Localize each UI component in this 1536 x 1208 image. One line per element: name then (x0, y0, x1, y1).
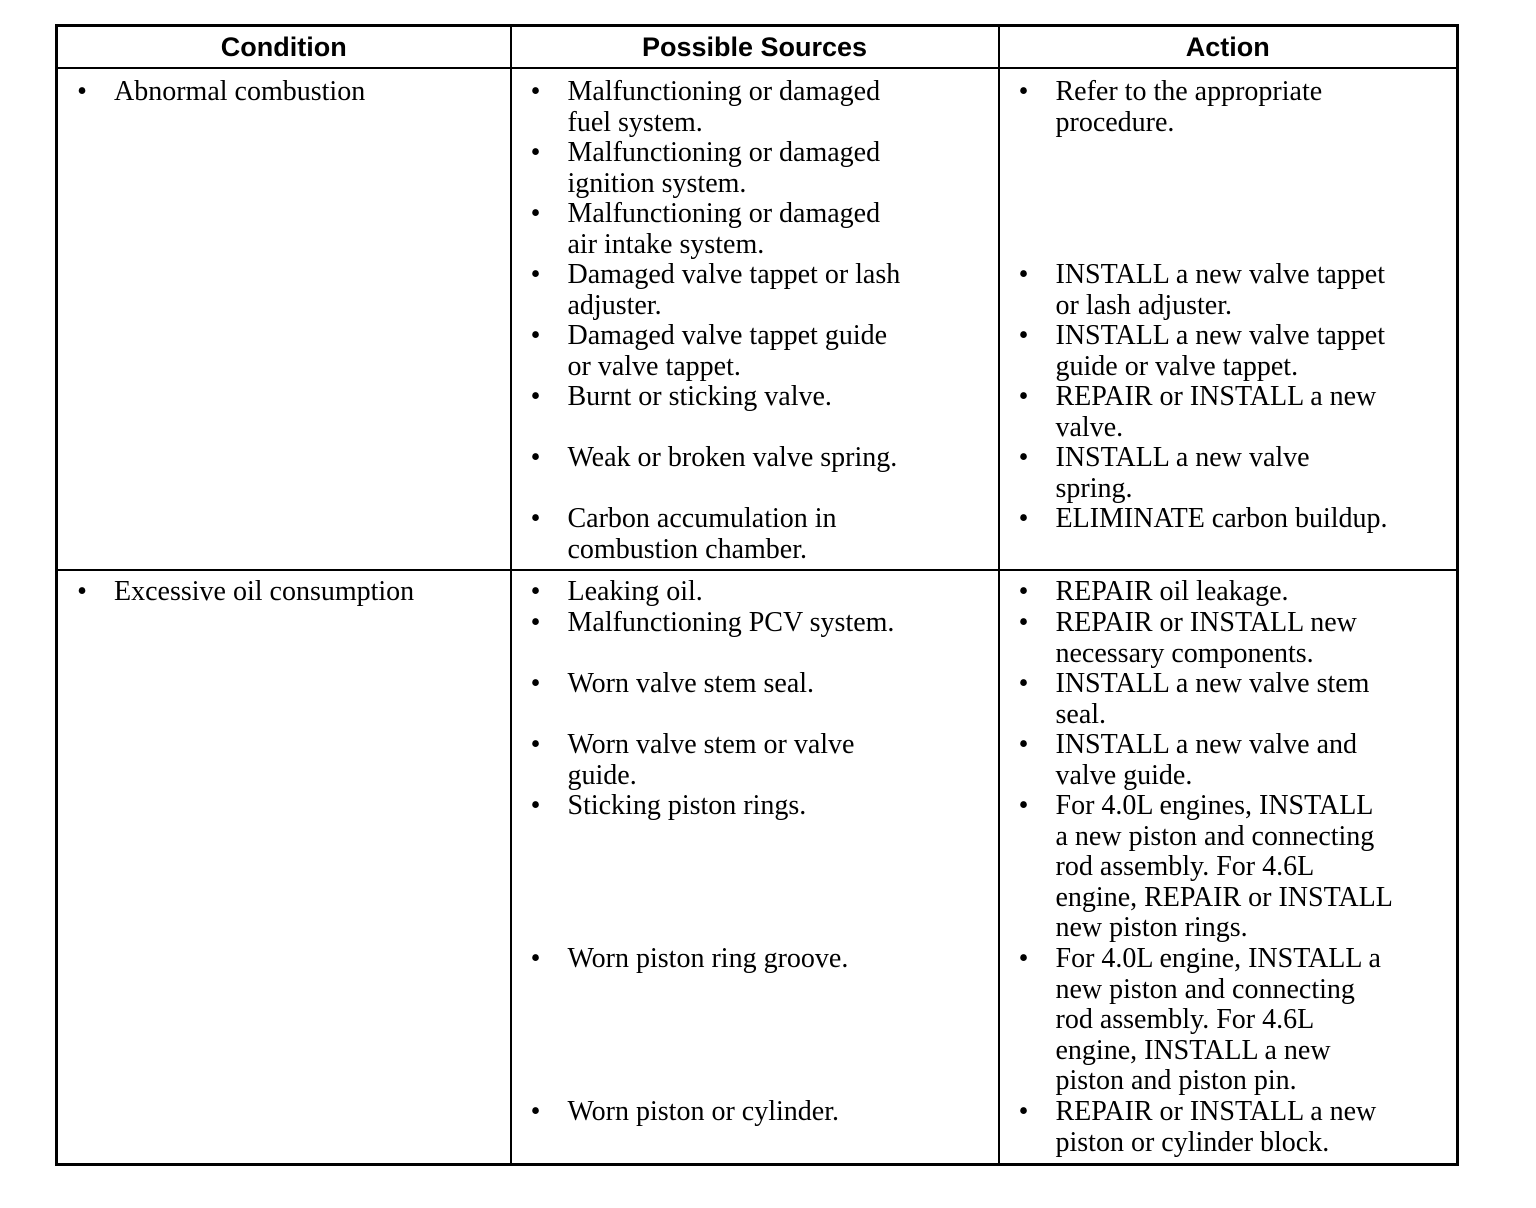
bullet-icon: • (1018, 729, 1029, 760)
bullet-icon: • (1018, 259, 1029, 290)
header-condition: Condition (57, 26, 511, 69)
source-text: Damaged valve tappet guide or valve tappet. (567, 320, 888, 382)
condition-cell (57, 570, 511, 1165)
sources-cell (511, 570, 999, 1165)
source-text: Malfunctioning or damaged air intake system. (567, 198, 881, 260)
action-text: REPAIR or INSTALL new necessary components. (1055, 607, 1357, 669)
bullet-icon: • (1018, 1096, 1029, 1127)
sources-cell (511, 68, 999, 570)
bullet-icon: • (530, 576, 541, 607)
bullet-icon: • (530, 668, 541, 699)
source-text: Malfunctioning PCV system. (567, 607, 895, 638)
source-text: Leaking oil. (567, 576, 703, 607)
header-row (57, 26, 1458, 69)
condition-text: Excessive oil consumption (114, 576, 415, 607)
bullet-icon: • (77, 76, 87, 107)
bullet-icon: • (1018, 943, 1029, 974)
bullet-icon: • (1018, 320, 1029, 351)
source-text: Burnt or sticking valve. (567, 381, 832, 412)
source-text: Worn valve stem seal. (567, 668, 815, 699)
bullet-icon: • (530, 198, 541, 229)
bullet-icon: • (530, 381, 541, 412)
action-text: INSTALL a new valve and valve guide. (1055, 729, 1358, 791)
bullet-icon: • (1018, 790, 1029, 821)
header-action: Action (999, 26, 1458, 69)
action-text: INSTALL a new valve tappet guide or valve tappet. (1055, 320, 1385, 382)
source-text: Carbon accumulation in combustion chamber. (567, 503, 837, 565)
bullet-icon: • (1018, 381, 1029, 412)
action-text: For 4.0L engine, INSTALL a new piston and connecting rod assembly. For 4.6L engine, INSTALL a new piston and piston pin. (1055, 943, 1381, 1096)
header-possible-sources: Possible Sources (511, 26, 999, 69)
action-cell (999, 68, 1458, 570)
source-text: Sticking piston rings. (567, 790, 807, 821)
source-text: Malfunctioning or damaged ignition system. (567, 137, 881, 199)
table-row (57, 68, 1458, 570)
action-cell (999, 570, 1458, 1165)
bullet-icon: • (1018, 503, 1029, 534)
source-text: Worn piston or cylinder. (567, 1096, 839, 1127)
bullet-icon: • (530, 259, 541, 290)
action-text: INSTALL a new valve spring. (1055, 442, 1310, 504)
diagnosis-table (55, 24, 1459, 1166)
bullet-icon: • (530, 1096, 541, 1127)
bullet-icon: • (530, 607, 541, 638)
bullet-icon: • (530, 790, 541, 821)
table-row (57, 570, 1458, 1165)
source-text: Damaged valve tappet or lash adjuster. (567, 259, 901, 321)
action-text: REPAIR or INSTALL a new piston or cylinder block. (1055, 1096, 1377, 1158)
action-text: INSTALL a new valve tappet or lash adjuster. (1055, 259, 1385, 321)
bullet-icon: • (1018, 442, 1029, 473)
bullet-icon: • (530, 137, 541, 168)
bullet-icon: • (1018, 576, 1029, 607)
bullet-icon: • (530, 320, 541, 351)
action-text: INSTALL a new valve stem seal. (1055, 668, 1370, 730)
bullet-icon: • (1018, 668, 1029, 699)
bullet-icon: • (1018, 76, 1029, 107)
condition-cell (57, 68, 511, 570)
source-text: Worn piston ring groove. (567, 943, 849, 974)
action-text: REPAIR or INSTALL a new valve. (1055, 381, 1377, 443)
bullet-icon: • (1018, 607, 1029, 638)
bullet-icon: • (77, 576, 87, 607)
bullet-icon: • (530, 729, 541, 760)
action-text: REPAIR oil leakage. (1055, 576, 1289, 607)
source-text: Malfunctioning or damaged fuel system. (567, 76, 881, 138)
action-text: ELIMINATE carbon buildup. (1055, 503, 1388, 534)
source-text: Worn valve stem or valve guide. (567, 729, 855, 791)
bullet-icon: • (530, 503, 541, 534)
bullet-icon: • (530, 76, 541, 107)
source-text: Weak or broken valve spring. (567, 442, 898, 473)
bullet-icon: • (530, 442, 541, 473)
action-text: For 4.0L engines, INSTALL a new piston and connecting rod assembly. For 4.6L engine, REPAIR or INSTALL new piston rings. (1055, 790, 1393, 943)
bullet-icon: • (530, 943, 541, 974)
condition-text: Abnormal combustion (114, 76, 366, 107)
action-text: Refer to the appropriate procedure. (1055, 76, 1323, 138)
